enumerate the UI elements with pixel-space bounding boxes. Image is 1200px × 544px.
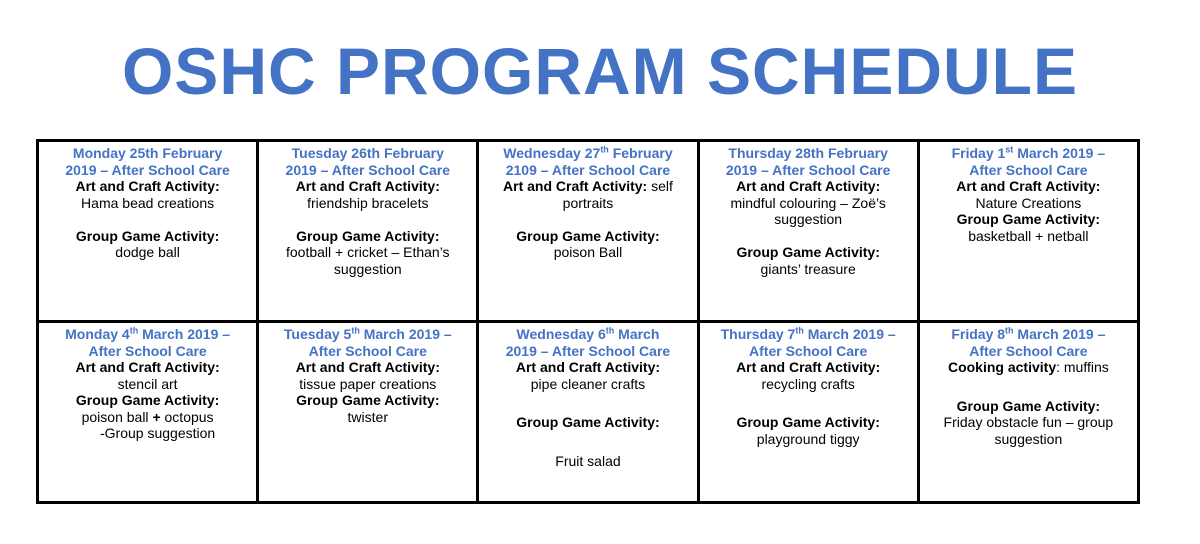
- game-label: Group Game Activity:: [736, 414, 880, 430]
- game-label: Group Game Activity:: [75, 227, 220, 244]
- page-title: OSHC PROGRAM SCHEDULE: [121, 34, 1079, 108]
- art-activity: friendship bracelets: [307, 194, 429, 211]
- art-activity: Art and Craft Activity: self portraits: [503, 178, 673, 211]
- art-activity: Hama bead creations: [81, 194, 215, 211]
- game-label: Group Game Activity:: [956, 211, 1101, 227]
- day-cell-tue-26: [258, 141, 478, 322]
- cooking-activity: Cooking activity: muffins: [947, 359, 1109, 375]
- game-activity: poison Ball: [553, 244, 623, 260]
- game-activity: dodge ball: [115, 244, 180, 260]
- art-label: Art and Craft Activity:: [295, 178, 440, 194]
- day-heading: Monday 25th February 2019 – After School Care: [65, 145, 230, 178]
- art-label: Art and Craft Activity:: [503, 178, 648, 194]
- game-label: Group Game Activity:: [516, 414, 660, 430]
- day-cell-wed-27: [478, 141, 698, 322]
- game-label: Group Game Activity:: [516, 227, 660, 244]
- week-row-2: [38, 322, 1139, 503]
- game-activity: football + cricket – Ethan’s suggestion: [286, 244, 450, 277]
- game-activity: giants’ treasure: [760, 260, 856, 277]
- art-activity: tissue paper creations: [299, 375, 437, 392]
- day-cell-wed-6: [478, 322, 698, 503]
- art-label: Art and Craft Activity:: [956, 178, 1101, 194]
- art-label: Art and Craft Activity:: [515, 359, 661, 375]
- game-activity: Fruit salad: [555, 452, 621, 469]
- art-label: Art and Craft Activity:: [736, 178, 881, 194]
- art-label: Art and Craft Activity:: [75, 178, 220, 194]
- day-heading: Wednesday 6th March 2019 – After School Care: [505, 325, 671, 359]
- game-label: Group Game Activity:: [75, 392, 220, 408]
- art-activity: pipe cleaner crafts: [530, 375, 646, 392]
- art-activity: recycling crafts: [761, 375, 855, 392]
- day-heading: Monday 4th March 2019 – After School Care: [65, 325, 231, 359]
- week-row-1: [38, 141, 1139, 322]
- game-label: Group Game Activity:: [956, 397, 1101, 414]
- day-heading: Thursday 28th February 2019 – After School Care: [725, 145, 891, 178]
- day-cell-thu-28: [698, 141, 918, 322]
- day-heading: Tuesday 5th March 2019 – After School Care: [283, 325, 452, 359]
- art-label: Art and Craft Activity:: [736, 359, 881, 375]
- day-heading: Thursday 7th March 2019 – After School Care: [720, 325, 896, 359]
- art-activity: stencil art: [117, 375, 178, 392]
- game-activity: twister: [347, 408, 388, 425]
- day-cell-tue-5: [258, 322, 478, 503]
- art-label: Art and Craft Activity:: [295, 359, 440, 375]
- schedule-table: [36, 139, 1140, 504]
- game-activity: playground tiggy: [756, 430, 860, 447]
- game-activity: basketball + netball: [968, 227, 1089, 244]
- art-activity: Nature Creations: [975, 194, 1082, 211]
- day-cell-mon-25: [38, 141, 258, 322]
- day-heading: Friday 8th March 2019 – After School Care: [951, 325, 1106, 359]
- art-activity: mindful colouring – Zoë’s suggestion: [730, 194, 886, 227]
- game-activity: poison ball + octopus -Group suggestion: [81, 408, 216, 441]
- day-cell-fri-8: [918, 322, 1138, 503]
- game-label: Group Game Activity:: [736, 244, 880, 260]
- day-cell-mon-4: [38, 322, 258, 503]
- day-heading: Tuesday 26th February 2019 – After School Care: [285, 145, 450, 178]
- art-label: Art and Craft Activity:: [75, 359, 220, 375]
- game-label: Group Game Activity:: [296, 392, 440, 408]
- game-label: Group Game Activity:: [296, 227, 440, 244]
- day-cell-thu-7: [698, 322, 918, 503]
- cooking-label: Cooking activity: [947, 359, 1057, 375]
- day-heading: Friday 1st March 2019 – After School Care: [951, 144, 1106, 178]
- game-activity: Friday obstacle fun – group suggestion: [943, 414, 1114, 447]
- day-cell-fri-1: [918, 141, 1138, 322]
- day-heading: Wednesday 27th February 2109 – After School Care: [503, 144, 673, 178]
